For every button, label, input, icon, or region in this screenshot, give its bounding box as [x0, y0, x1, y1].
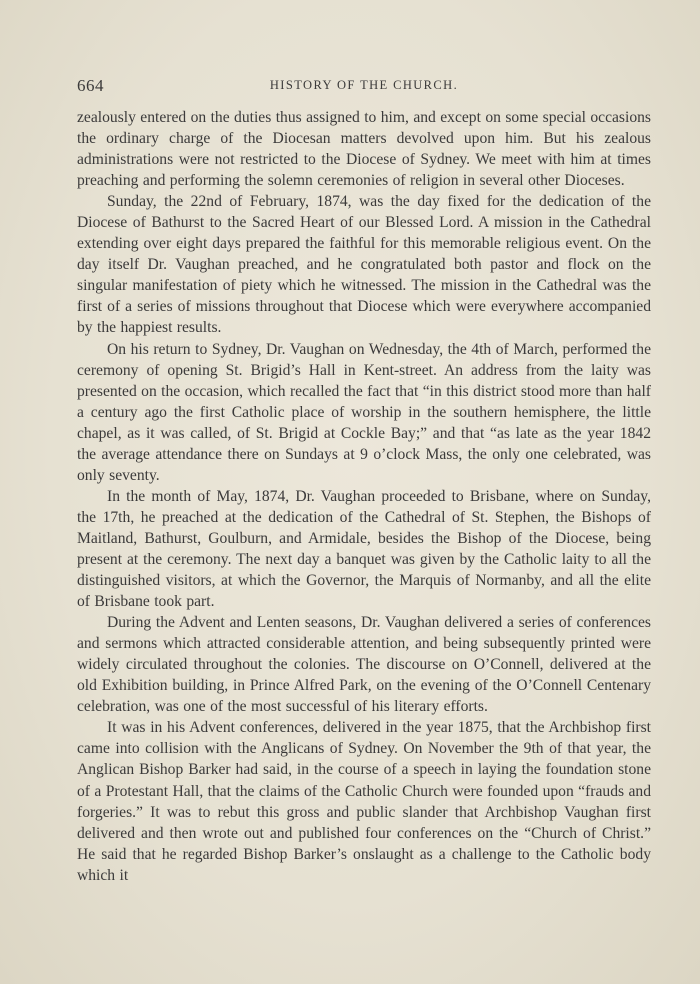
- paragraph: In the month of May, 1874, Dr. Vaughan proceeded to Brisbane, where on Sunday, the 17th, he preached at the dedication of the Cathedral of St. Stephen, the Bishops of Maitland, Bathurst, Goulburn, and Armidale, besides the Bishop of the Diocese, being present at the ceremony. The next day a banquet was given by the Catholic laity to all the distinguished visitors, at which the Governor, the Marquis of Normanby, and all the elite of Brisbane took part.: [77, 487, 651, 611]
- page-header: [77, 76, 651, 98]
- paragraph: On his return to Sydney, Dr. Vaughan on Wednesday, the 4th of March, performed the ceremony of opening St. Brigid’s Hall in Kent-street. An address from the laity was presented on the occasion, which recalled the fact that “in this district stood more than half a century ago the first Catholic place of worship in the southern hemisphere, the little chapel, as it was called, of St. Brigid at Cockle Bay;” and that “as late as the year 1842 the average attendance there on Sundays at 9 o’clock Mass, the only one celebrated, was only seventy.: [77, 340, 651, 484]
- paragraph: Sunday, the 22nd of February, 1874, was the day fixed for the dedication of the Diocese of Bathurst to the Sacred Heart of our Blessed Lord. A mission in the Cathedral extending over eight days prepared the faithful for this memorable religious event. On the day itself Dr. Vaughan preached, and he congratulated both pastor and flock on the singular manifestation of piety which he witnessed. The mission in the Cathedral was the first of a series of missions throughout that Diocese which were everywhere accompanied by the happiest results.: [77, 193, 651, 337]
- paragraph: zealously entered on the duties thus assigned to him, and except on some special occasions the ordinary charge of the Diocesan matters devolved upon him. But his zealous administrations were not restricted to the Diocese of Sydney. We meet with him at times preaching and performing the solemn ceremonies of religion in several other Dioceses.: [77, 109, 651, 190]
- page-number: 664: [77, 76, 104, 95]
- body-text: [77, 107, 651, 886]
- paragraph: It was in his Advent conferences, delivered in the year 1875, that the Archbishop first came into collision with the Anglicans of Sydney. On November the 9th of that year, the Anglican Bishop Barker had said, in the course of a speech in laying the foundation stone of a Protestant Hall, that the claims of the Catholic Church were founded upon “frauds and forgeries.” It was to rebut this gross and public slander that Archbishop Vaughan first delivered and then wrote out and published four conferences on the “Church of Christ.” He said that he regarded Bishop Barker’s onslaught as a challenge to the Catholic body which it: [77, 719, 651, 884]
- running-head: HISTORY OF THE CHURCH.: [269, 78, 459, 92]
- paragraph: During the Advent and Lenten seasons, Dr. Vaughan delivered a series of conferences and sermons which attracted considerable attention, and being subsequently printed were widely circulated throughout the colonies. The discourse on O’Connell, delivered at the old Exhibition building, in Prince Alfred Park, on the evening of the O’Connell Centenary celebration, was one of the most successful of his literary efforts.: [77, 614, 651, 716]
